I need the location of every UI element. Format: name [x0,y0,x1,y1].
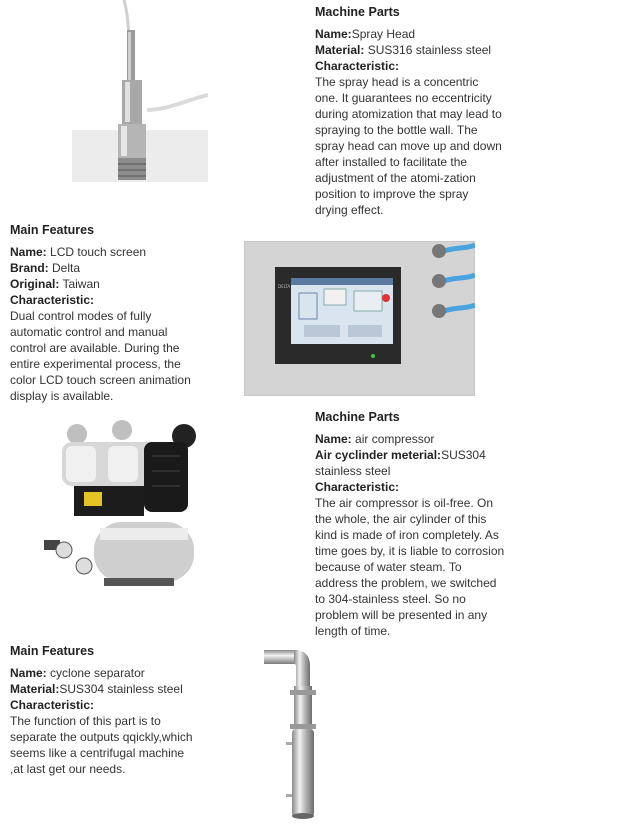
desc-line: position to improve the spray [315,187,469,201]
name-label: Name: [10,666,47,680]
desc-line: during atomization that may lead to [315,107,502,121]
brand-row [10,260,230,276]
spray-head-image [72,0,208,182]
name-label: Name: [315,27,352,41]
section-spray-head [315,4,615,218]
cylinder-row [315,447,615,463]
material-label: Material: [10,682,60,696]
desc-line: because of water steam. To [315,560,462,574]
desc-line: The spray head is a concentric [315,75,479,89]
section-cyclone-separator [10,643,250,777]
desc-line: kind is made of iron completely. As [315,528,499,542]
material-value: SUS304 stainless steel [59,682,183,696]
material-row [10,681,250,697]
brand-label: Brand: [10,261,49,275]
section-heading: Main Features [10,223,95,237]
desc-line: ,at last get our needs. [10,762,126,776]
desc-line: display is available. [10,389,114,403]
cyclone-separator-image [264,646,328,820]
characteristic-label: Characteristic: [10,293,95,307]
name-value: Spray Head [351,27,416,41]
characteristic-label: Characteristic: [315,59,400,73]
desc-line: The air compressor is oil-free. On [315,496,494,510]
desc-line: problem will be presented in any [315,608,488,622]
name-label: Name: [315,432,352,446]
original-label: Original: [10,277,60,291]
original-value: Taiwan [59,277,100,291]
name-value: LCD touch screen [46,245,147,259]
section-lcd-screen [10,222,230,404]
section-heading: Machine Parts [315,410,400,424]
desc-line: after installed to facilitate the [315,155,468,169]
desc-line: seems like a centrifugal machine [10,746,185,760]
material-row [315,42,615,58]
name-row [315,431,615,447]
desc-line: control are available. During the [10,341,180,355]
section-air-compressor [315,409,615,639]
desc-line: drying effect. [315,203,384,217]
name-label: Name: [10,245,47,259]
desc-line: separate the outputs qqickly,which [10,730,193,744]
desc-line: entire experimental process, the [10,357,181,371]
material-value: SUS316 stainless steel [364,43,492,57]
cylinder-label: Air cyclinder meterial: [315,448,442,462]
name-row [10,244,230,260]
lcd-screen-image [244,241,475,396]
desc-line: color LCD touch screen animation [10,373,191,387]
air-compressor-image [44,416,200,592]
brand-value: Delta [48,261,81,275]
desc-line: Dual control modes of fully [10,309,152,323]
name-value: air compressor [351,432,435,446]
screen-brand-label: DELTA [278,284,291,289]
desc-line: adjustment of the atomi-zation [315,171,476,185]
desc-line: the whole, the air cylinder of this [315,512,487,526]
cylinder-value: SUS304 [441,448,486,462]
desc-line: automatic control and manual [10,325,168,339]
section-heading: Machine Parts [315,5,400,19]
name-row [10,665,250,681]
desc-line: The function of this part is to [10,714,161,728]
desc-line: time goes by, it is liable to corrosion [315,544,505,558]
name-value: cyclone separator [46,666,145,680]
desc-line: to 304-stainless steel. So no [315,592,466,606]
desc-line: one. It guarantees no eccentricity [315,91,492,105]
section-heading: Main Features [10,644,95,658]
material-label: Material: [315,43,365,57]
desc-line: length of time. [315,624,391,638]
original-row [10,276,230,292]
name-row [315,26,615,42]
desc-line: spray head can move up and down [315,139,502,153]
desc-line: spraying to the bottle wall. The [315,123,478,137]
characteristic-label: Characteristic: [10,698,95,712]
characteristic-label: Characteristic: [315,480,400,494]
cylinder-value-cont: stainless steel [315,464,391,478]
desc-line: address the problem, we switched [315,576,497,590]
